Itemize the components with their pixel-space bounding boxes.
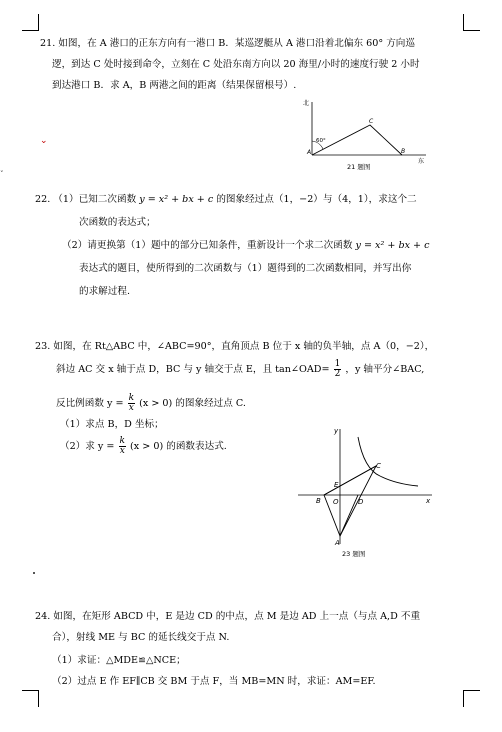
q21-line-2: 逻，到达 C 处时接到命令，立刻在 C 处沿东南方向以 20 海里/小时的速度行驶 2 小时 xyxy=(52,59,420,70)
q23-point-a: A xyxy=(335,539,340,547)
q23-line-2-text-b: ，y 轴平分∠BAC, xyxy=(345,364,425,375)
q23-fraction-denominator: 2 xyxy=(334,369,341,379)
q21-line-3: 到达港口 B．求 A，B 两港之间的距离（结果保留根号）. xyxy=(52,80,297,91)
q24-line-2: 合），射线 ME 与 BC 的延长线交于点 N. xyxy=(52,632,230,643)
q22-line-3-equation: y = x² + bx + c xyxy=(355,240,430,251)
q23-line-3-fraction xyxy=(128,394,135,413)
q23-line-5 xyxy=(60,437,227,456)
crop-mark-bottom-left xyxy=(22,690,39,707)
q23-point-d: D xyxy=(358,498,364,506)
crop-mark-top-right xyxy=(463,14,480,31)
q23-line-3-text-a: 反比例函数 y = xyxy=(56,398,124,409)
q23-line-5-numerator: k xyxy=(119,436,125,446)
q22-line-2: 次函数的表达式； xyxy=(79,217,156,228)
q23-line-3-numerator: k xyxy=(128,393,135,403)
q23-x-axis-label: x xyxy=(426,497,431,505)
q21-figure xyxy=(300,97,430,175)
q24-line-1: 24. 如图，在矩形 ABCD 中，E 是边 CD 的中点，点 M 是边 AD 上一点（与点 A,D 不重 xyxy=(35,611,421,622)
q23-line-3 xyxy=(56,394,246,413)
q21-point-a: A xyxy=(307,149,312,156)
q22-line-3 xyxy=(62,239,430,252)
q23-line-1: 23. 如图，在 Rt△ABC 中，∠ABC=90°，直角顶点 B 位于 x 轴的负半轴，点 A（0，−2）， xyxy=(35,341,435,352)
q22-line-5: 的求解过程. xyxy=(79,286,131,297)
q22-line-3-text: （2）请更换第（1）题中的部分已知条件，重新设计一个求二次函数 xyxy=(62,240,353,251)
q23-line-5-text-a: （2）求 y = xyxy=(60,441,115,452)
q23-caption: 23 题图 xyxy=(342,550,366,558)
q23-line-5-denominator: x xyxy=(119,446,125,456)
q23-point-e: E xyxy=(334,481,339,489)
margin-mark: ˅ xyxy=(0,170,4,178)
q23-fraction-numerator: 1 xyxy=(334,359,341,369)
crop-mark-bottom-right xyxy=(463,690,480,707)
q23-figure xyxy=(296,424,438,560)
q23-point-b: B xyxy=(316,497,321,505)
q21-east-label: 东 xyxy=(418,158,425,165)
q23-point-o: O xyxy=(333,498,339,506)
q22-line-1-text-a: 22. （1）已知二次函数 xyxy=(35,194,137,205)
q23-line-4: （1）求点 B，D 坐标； xyxy=(60,419,164,430)
q22-line-4: 表达式的题目，使所得到的二次函数与（1）题得到的二次函数相同，并写出你 xyxy=(79,263,412,274)
q21-point-c: C xyxy=(369,118,374,125)
q23-line-2 xyxy=(56,360,424,379)
q21-north-label: 北 xyxy=(303,100,310,107)
q23-fraction xyxy=(334,360,342,379)
q23-line-5-fraction xyxy=(119,437,126,456)
q23-y-axis-label: y xyxy=(334,427,339,435)
crop-mark-top-left xyxy=(22,14,39,31)
q21-angle-label: 60° xyxy=(316,138,326,144)
q23-line-3-text-b: (x > 0) 的图象经过点 C. xyxy=(139,398,246,409)
q23-point-c: C xyxy=(376,462,381,470)
small-dot-mark xyxy=(33,572,35,574)
q23-line-3-denominator: x xyxy=(128,403,134,413)
q23-line-2-text-a: 斜边 AC 交 x 轴于点 D，BC 与 y 轴交于点 E，且 tan∠OAD= xyxy=(56,364,330,375)
q24-line-4: （2）过点 E 作 EF∥CB 交 BM 于点 F，当 MB=MN 时，求证：AM=EF. xyxy=(52,676,376,687)
q22-line-1 xyxy=(35,193,417,206)
q24-line-3: （1）求证：△MDE≌△NCE； xyxy=(52,655,186,666)
q23-line-5-text-b: (x > 0) 的函数表达式. xyxy=(130,441,227,452)
q21-line-1: 21. 如图，在 A 港口的正东方向有一港口 B．某巡逻艇从 A 港口沿着北偏东 60° 方向巡 xyxy=(40,38,415,49)
q21-point-b: B xyxy=(401,148,406,155)
red-check-mark: ⌄ xyxy=(40,136,48,146)
q21-caption: 21 题图 xyxy=(347,163,371,171)
q22-line-1-text-b: 的图象经过点（1，−2）与（4，1），求这个二 xyxy=(216,194,417,205)
q22-line-1-equation: y = x² + bx + c xyxy=(139,194,214,205)
